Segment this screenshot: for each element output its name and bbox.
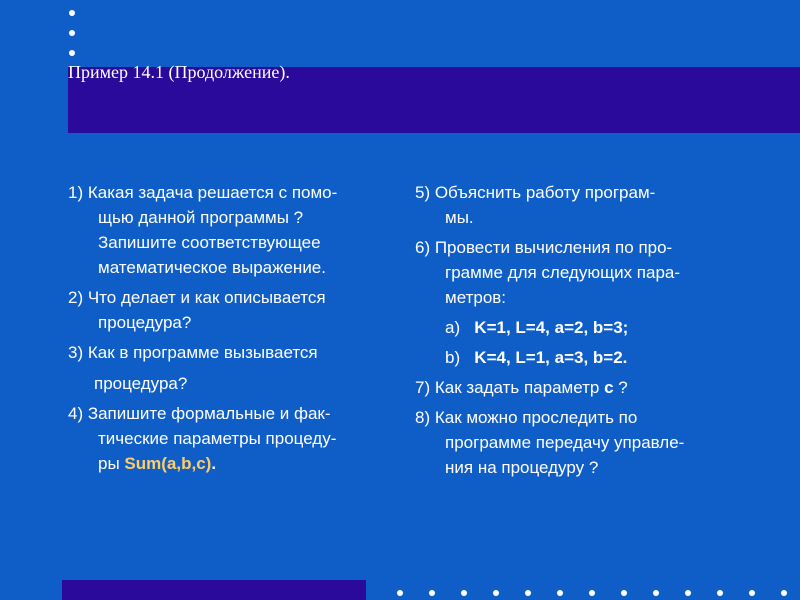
question-1-line: Запишите соответствующее — [98, 233, 321, 252]
question-4-suffix: . — [211, 454, 217, 473]
question-8-line: программе передачу управле- — [445, 433, 685, 452]
question-2-line: 2) Что делает и как описывается — [68, 288, 326, 307]
question-1-line: математическое выражение. — [98, 258, 326, 277]
question-7-suffix: ? — [613, 378, 628, 397]
question-2-line: процедура? — [98, 313, 192, 332]
decorative-dot — [69, 10, 75, 16]
question-4 — [68, 401, 398, 476]
question-1-line: щью данной программы ? — [98, 208, 304, 227]
question-1 — [68, 180, 398, 280]
question-8-line: 8) Как можно проследить по — [415, 408, 638, 427]
parameters-b — [415, 345, 745, 370]
question-5-line: 5) Объяснить работу програм- — [415, 183, 656, 202]
question-5-line: мы. — [445, 208, 474, 227]
question-6-line: грамме для следующих пара- — [445, 263, 681, 282]
question-3-line: 3) Как в программе вызывается — [68, 343, 318, 362]
question-7 — [415, 375, 745, 400]
parameters-a-text: K=1, L=4, a=2, b=3; — [474, 318, 629, 337]
question-3-line: процедура? — [94, 374, 188, 393]
decorative-dot — [685, 590, 691, 596]
question-1-line: 1) Какая задача решается с помо- — [68, 183, 338, 202]
decorative-dot — [557, 590, 563, 596]
decorative-dot — [749, 590, 755, 596]
decorative-dot — [781, 590, 787, 596]
question-4-line — [68, 451, 398, 476]
question-8-line: ния на процедуру ? — [445, 458, 599, 477]
sub-marker: a) — [445, 318, 461, 337]
parameter-c: c — [604, 378, 614, 397]
decorative-dot — [69, 30, 75, 36]
decorative-dot — [493, 590, 499, 596]
question-4-line: 4) Запишите формальные и фак- — [68, 404, 331, 423]
question-5 — [415, 180, 745, 230]
question-6 — [415, 235, 745, 310]
left-column — [68, 180, 398, 481]
slide-title: Пример 14.1 (Продолжение). — [68, 62, 290, 82]
question-3 — [68, 340, 398, 396]
parameters-a — [415, 315, 745, 340]
decorative-dot — [621, 590, 627, 596]
parameters-b-text: K=4, L=1, a=3, b=2. — [474, 348, 628, 367]
function-call-code: Sum(a,b,c) — [124, 454, 212, 473]
right-column — [415, 180, 745, 485]
decorative-dot — [461, 590, 467, 596]
decorative-dot — [429, 590, 435, 596]
decorative-dot — [653, 590, 659, 596]
question-7-prefix: 7) Как задать параметр — [415, 378, 605, 397]
question-6-line: метров: — [445, 288, 507, 307]
question-6-line: 6) Провести вычисления по про- — [415, 238, 673, 257]
decorative-dot — [69, 50, 75, 56]
question-2 — [68, 285, 398, 335]
bottom-band — [62, 580, 366, 600]
question-4-line: тические параметры процеду- — [98, 429, 337, 448]
question-8 — [415, 405, 745, 480]
decorative-dot — [717, 590, 723, 596]
decorative-dot — [525, 590, 531, 596]
question-4-prefix: ры — [98, 454, 125, 473]
sub-marker: b) — [445, 348, 461, 367]
decorative-dot — [589, 590, 595, 596]
decorative-dot — [397, 590, 403, 596]
question-7-line — [415, 375, 745, 400]
